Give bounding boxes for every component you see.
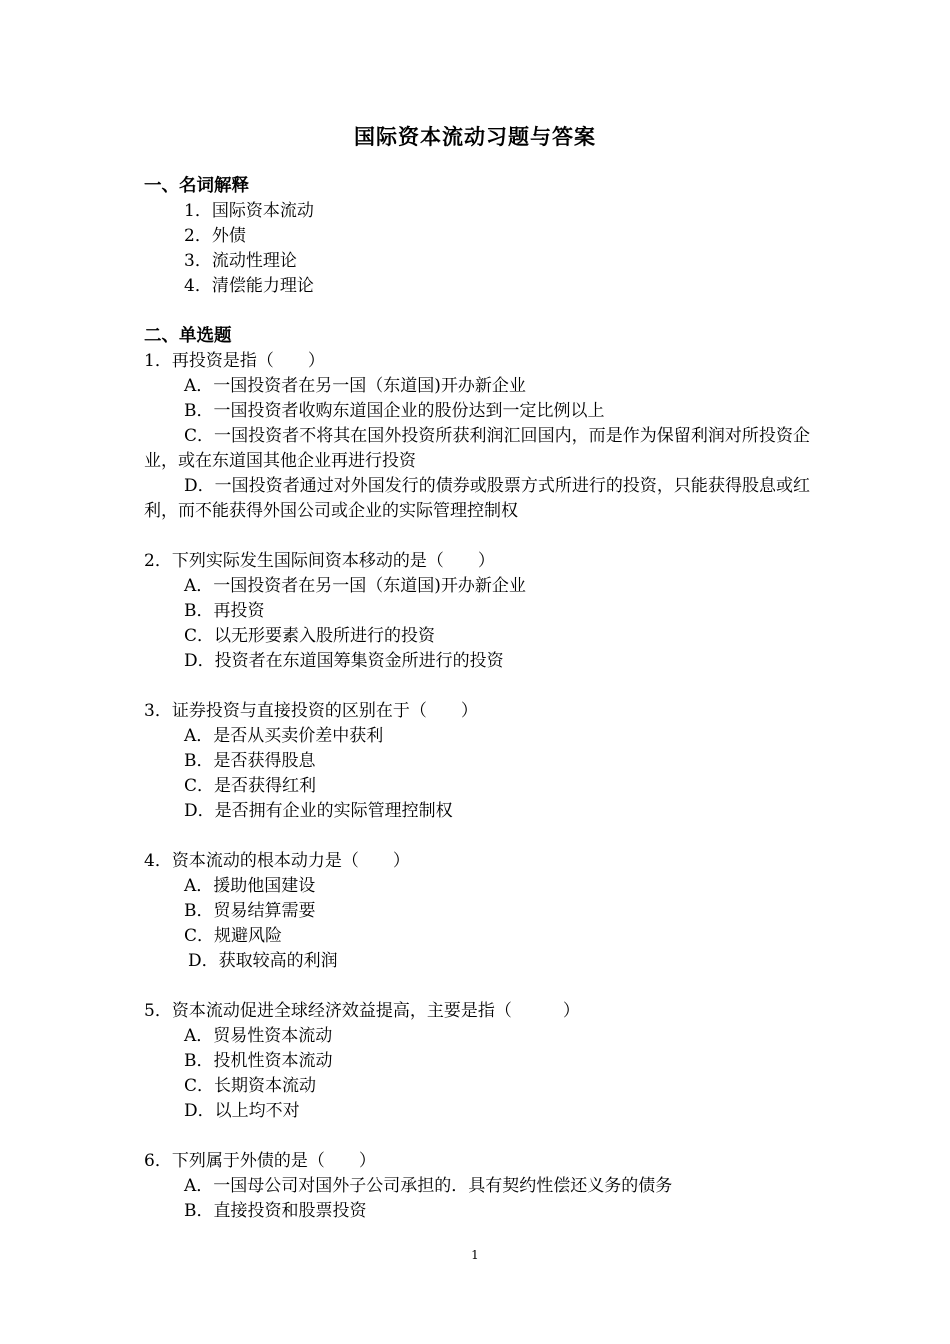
question-option: B．直接投资和股票投资 bbox=[184, 1201, 367, 1221]
question-option: C．长期资本流动 bbox=[184, 1076, 317, 1096]
spacer bbox=[144, 824, 810, 849]
term-item: 1．国际资本流动 bbox=[184, 201, 314, 221]
question-stem: 4．资本流动的根本动力是（ ） bbox=[144, 851, 410, 871]
term-item: 4．清偿能力理论 bbox=[184, 276, 314, 296]
question-stem: 2．下列实际发生国际间资本移动的是（ ） bbox=[144, 551, 495, 571]
question-option: C．规避风险 bbox=[184, 926, 283, 946]
question-option: B．再投资 bbox=[184, 601, 265, 621]
question-option: A．一国母公司对国外子公司承担的．具有契约性偿还义务的债务 bbox=[184, 1176, 673, 1196]
question-stem: 6．下列属于外债的是（ ） bbox=[144, 1151, 376, 1171]
question-option: A．是否从买卖价差中获利 bbox=[184, 726, 384, 746]
question-option: B．投机性资本流动 bbox=[184, 1051, 333, 1071]
question-stem: 1．再投资是指（ ） bbox=[144, 351, 325, 371]
question-stem: 5．资本流动促进全球经济效益提高，主要是指（ ） bbox=[144, 1001, 580, 1021]
spacer bbox=[144, 524, 810, 549]
question-option: C．是否获得红利 bbox=[184, 776, 317, 796]
question-option: A．一国投资者在另一国（东道国)开办新企业 bbox=[184, 576, 526, 596]
section-heading-terms: 一、名词解释 bbox=[144, 176, 249, 196]
spacer bbox=[144, 674, 810, 699]
question-option: A．援助他国建设 bbox=[184, 876, 316, 896]
question-option: B．贸易结算需要 bbox=[184, 901, 316, 921]
spacer bbox=[144, 1124, 810, 1149]
question-option: D．投资者在东道国筹集资金所进行的投资 bbox=[184, 651, 504, 671]
term-item: 3．流动性理论 bbox=[184, 251, 297, 271]
question-option: C．以无形要素入股所进行的投资 bbox=[184, 626, 436, 646]
question-option: D．一国投资者通过对外国发行的债券或股票方式所进行的投资，只能获得股息或红利，而不能获得外国公司或企业的实际管理控制权 bbox=[144, 476, 810, 521]
question-option: D．获取较高的利润 bbox=[188, 951, 338, 971]
spacer bbox=[144, 299, 810, 324]
question-option: B．一国投资者收购东道国企业的股份达到一定比例以上 bbox=[184, 401, 605, 421]
question-option: D．以上均不对 bbox=[184, 1101, 300, 1121]
spacer bbox=[144, 974, 810, 999]
document-title: 国际资本流动习题与答案 bbox=[354, 124, 596, 149]
page-number: 1 bbox=[471, 1248, 479, 1262]
question-option: B．是否获得股息 bbox=[184, 751, 316, 771]
question-stem: 3．证券投资与直接投资的区别在于（ ） bbox=[144, 701, 478, 721]
document-body bbox=[144, 174, 810, 1224]
section-heading-single-choice: 二、单选题 bbox=[144, 326, 232, 346]
question-option: A．贸易性资本流动 bbox=[184, 1026, 333, 1046]
question-option: D．是否拥有企业的实际管理控制权 bbox=[184, 801, 453, 821]
question-option: A．一国投资者在另一国（东道国)开办新企业 bbox=[184, 376, 526, 396]
term-item: 2．外债 bbox=[184, 226, 246, 246]
question-option: C．一国投资者不将其在国外投资所获利润汇回国内，而是作为保留利润对所投资企业，或在东道国其他企业再进行投资 bbox=[144, 426, 810, 471]
